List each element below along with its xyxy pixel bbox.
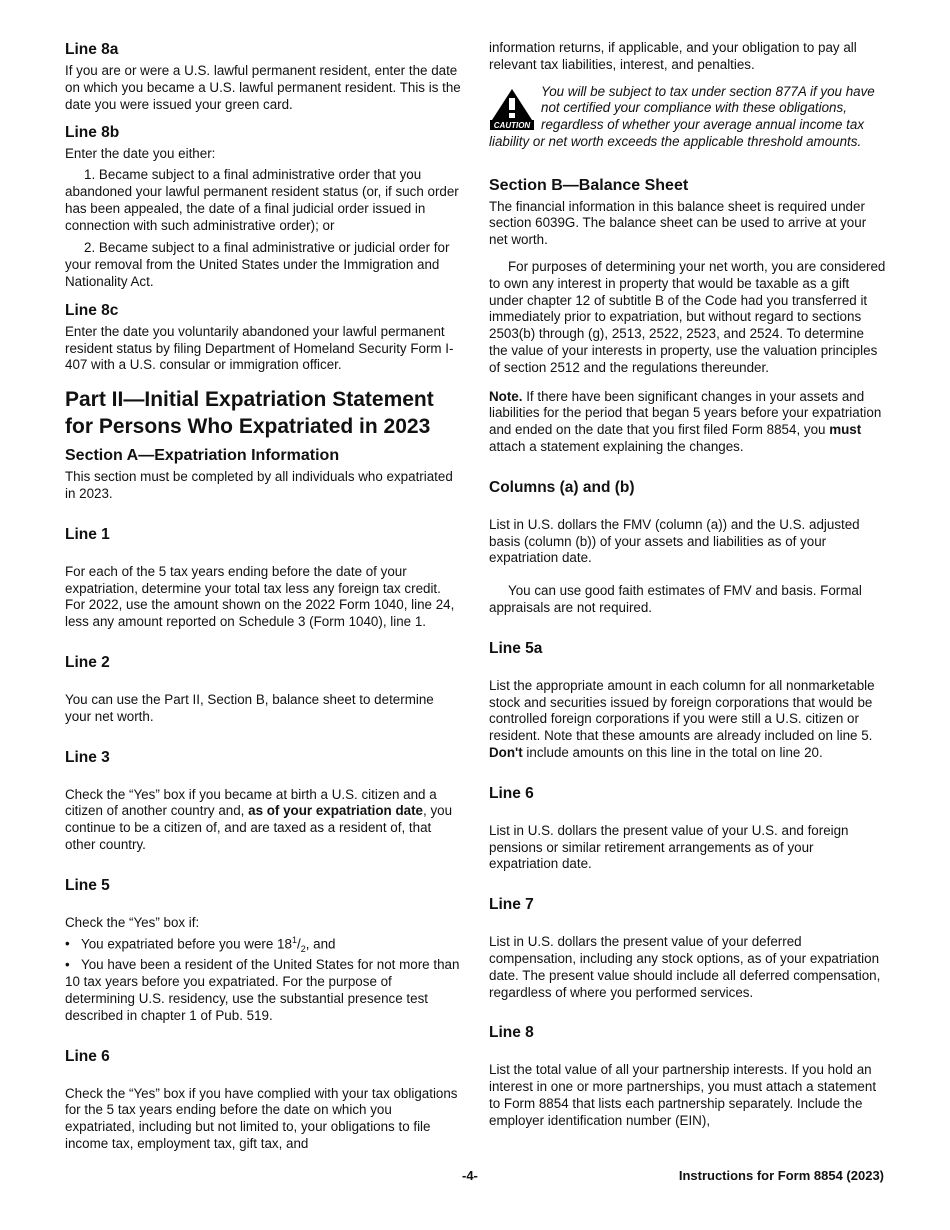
section-a-heading: Section A—Expatriation Information [65, 447, 340, 465]
section-b-text-1: The financial information in this balance sheet is required under section 6039G. The balance sheet can be used to arrive at your net worth. [489, 198, 867, 248]
section-b-text-2: For purposes of determining your net worth, you are considered to own any interest in property that would be taxable as a gift under chapter 12 of subtitle B of the Code had you transferred it immediately prior to expatriation, but without regard to sections 2503(b) through (g), 2513, 2522, 2523, and 2524. To determine the value of your interests in property, use the valuation principles of section 2512 and the regulations thereunder. [489, 258, 886, 375]
line-8c-text: Enter the date you voluntarily abandoned your lawful permanent resident status by filing Department of Homeland Security Form I-407 with a U.S. consular or immigration officer. [65, 323, 454, 373]
line-1-heading: Line 1 [65, 525, 110, 543]
line-5-heading: Line 5 [65, 876, 110, 894]
line-6-text: Check the “Yes” box if you have complied with your tax obligations for the 5 tax years ending before the date on which you expatriated, including but not limited to, your obligations to file income tax, employment tax, gift tax, and [65, 1085, 458, 1152]
columns-heading: Columns (a) and (b) [489, 478, 635, 496]
line-5a-heading: Line 5a [489, 639, 543, 657]
line-5-bullet-2: • You have been a resident of the United States for not more than 10 tax years before you expatriated. For the purpose of determining U.S. residency, use the substantial presence test described in chapter 1 of Pub. 519. [65, 957, 460, 1023]
line-2-text: You can use the Part II, Section B, balance sheet to determine your net worth. [65, 691, 434, 724]
caution-block [489, 84, 886, 154]
section-a-text: This section must be completed by all individuals who expatriated in 2023. [65, 469, 453, 501]
caution-label: CAUTION [493, 120, 531, 130]
caution-icon [489, 87, 535, 131]
right-line-6-text: List in U.S. dollars the present value of your U.S. and foreign pensions or similar retirement arrangements as of your expatriation date. [489, 822, 849, 872]
page-number: -4- [462, 1168, 478, 1183]
right-line-6-heading: Line 6 [489, 784, 534, 802]
caution-text: You will be subject to tax under section 877A if you have not certified your compliance with these obligations, regardless of whether your average annual income tax liability or net worth exceeds the applicable threshold amounts. [489, 83, 875, 149]
columns-text-2: You can use good faith estimates of FMV and basis. Formal appraisals are not required. [489, 583, 862, 615]
line-8-text: List the total value of all your partnership interests. If you hold an interest in one or more partnerships, you must attach a statement to Form 8854 that lists each partnership separately. Include the employer identification number (EIN), [489, 1062, 877, 1128]
footer-title: Instructions for Form 8854 (2023) [678, 1168, 884, 1183]
line-3-heading: Line 3 [65, 748, 110, 766]
line-2-heading: Line 2 [65, 653, 110, 671]
note-paragraph: Note. If there have been significant changes in your assets and liabilities for the period that began 5 years before your expatriation and ended on the date that you first filed Form 8854, you must attach a statement explaining the changes. [489, 388, 882, 454]
line-5-intro: Check the “Yes” box if: [65, 914, 200, 930]
line-1-text: For each of the 5 tax years ending before the date of your expatriation, determine your total tax less any foreign tax credit. For 2022, use the amount shown on the 2022 Form 1040, line 24, less any amount reported on Schedule 3 (Form 1040), line 1. [65, 563, 455, 630]
line-6-heading: Line 6 [65, 1047, 110, 1065]
right-column [489, 40, 886, 1139]
line-7-text: List in U.S. dollars the present value of your deferred compensation, including any stock options, as of your expatriation date. The present value should include all deferred compensation, regardless of where you performed services. [489, 934, 881, 1000]
left-column [65, 40, 462, 1163]
part-2-heading: Part II—Initial Expatriation Statement for Persons Who Expatriated in 2023 [65, 388, 434, 439]
line-7-heading: Line 7 [489, 896, 534, 914]
line-5-bullet-1: • You expatriated before you were $18^1/_2$, and [65, 934, 336, 954]
columns-text-1: List in U.S. dollars the FMV (column (a)) and the U.S. adjusted basis (column (b)) of your assets and liabilities as of your expatriation date. [489, 516, 860, 566]
line-8b-heading: Line 8b [65, 124, 120, 142]
line-8a-text: If you are or were a U.S. lawful permanent resident, enter the date on which you became a U.S. lawful permanent resident. This is the date you were issued your green card. [65, 63, 461, 112]
section-b-heading: Section B—Balance Sheet [489, 176, 689, 194]
line-5a-text: List the appropriate amount in each column for all nonmarketable stock and securities issued by foreign corporations that would be controlled foreign corporations if you were still a U.S. citizen or resident. Note that these amounts are already included on line 5. Don't include amounts on this line in the total on line 20. [489, 677, 875, 760]
line-8c-heading: Line 8c [65, 301, 119, 319]
line-8a-heading: Line 8a [65, 41, 119, 58]
line-8b-item-1: 1. Became subject to a final administrative order that you abandoned your lawful permanent resident status (or, if such order has been appealed, the date of a final judicial order issued in connection with such administrative order); or [65, 167, 459, 233]
line-3-text: Check the “Yes” box if you became at birth a U.S. citizen and a citizen of another country and, as of your expatriation date, you continue to be a citizen of, and are taxed as a resident of, that other country. [65, 786, 453, 852]
line-8-heading: Line 8 [489, 1024, 534, 1042]
line-8b-intro: Enter the date you either: [65, 146, 216, 162]
line-8b-item-2: 2. Became subject to a final administrative or judicial order for your removal from the United States under the Immigration and Nationality Act. [65, 240, 450, 289]
continued-text: information returns, if applicable, and your obligation to pay all relevant tax liabilities, interest, and penalties. [489, 40, 857, 72]
